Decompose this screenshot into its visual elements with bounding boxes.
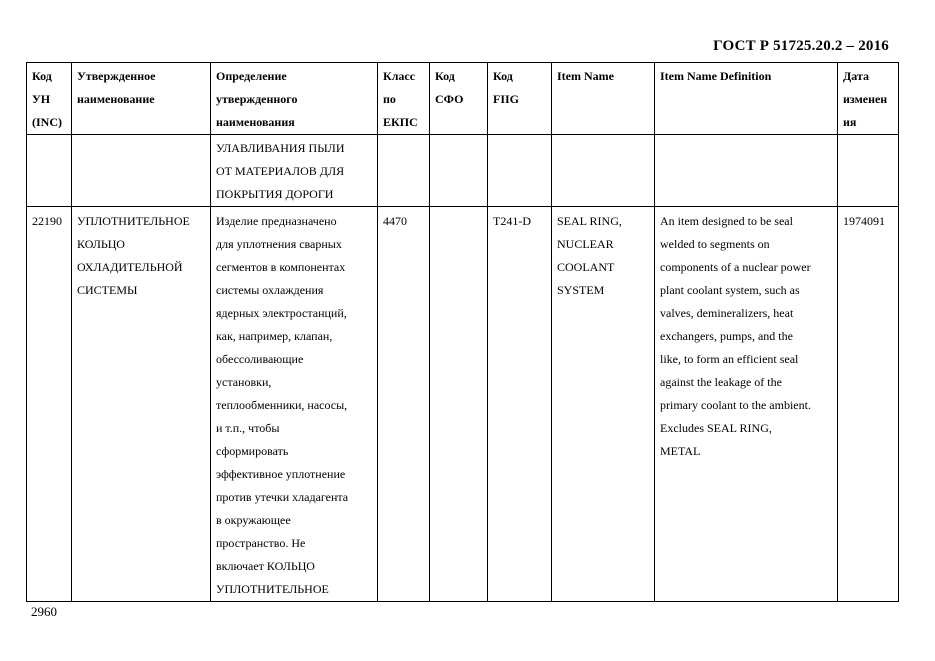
header-sfo-text: Код СФО bbox=[435, 69, 464, 106]
header-sfo bbox=[430, 63, 488, 135]
header-class bbox=[378, 63, 430, 135]
cell-inc bbox=[27, 207, 72, 602]
header-fiig-text: Код FIIG bbox=[493, 69, 520, 106]
cell-class-text: 4470 bbox=[383, 214, 407, 228]
cell-item-name-definition bbox=[655, 135, 838, 207]
header-approved-name-text: Утвержденное наименование bbox=[77, 69, 156, 106]
cell-approved-name bbox=[72, 207, 211, 602]
header-item-name bbox=[552, 63, 655, 135]
cell-date-text: 1974091 bbox=[843, 214, 885, 228]
cell-item-name bbox=[552, 207, 655, 602]
table-header-row bbox=[27, 63, 899, 135]
cell-class bbox=[378, 135, 430, 207]
cell-definition bbox=[211, 135, 378, 207]
cell-fiig-text: T241-D bbox=[493, 214, 531, 228]
header-fiig bbox=[488, 63, 552, 135]
cell-date bbox=[838, 207, 899, 602]
specification-table bbox=[26, 62, 899, 602]
cell-fiig bbox=[488, 207, 552, 602]
cell-definition-text: УЛАВЛИВАНИЯ ПЫЛИ ОТ МАТЕРИАЛОВ ДЛЯ ПОКРЫТИЯ ДОРОГИ bbox=[216, 141, 345, 201]
cell-date bbox=[838, 135, 899, 207]
document-header: ГОСТ Р 51725.20.2 – 2016 bbox=[713, 38, 889, 54]
cell-class bbox=[378, 207, 430, 602]
header-item-name-definition-text: Item Name Definition bbox=[660, 69, 772, 83]
table-row bbox=[27, 135, 899, 207]
cell-item-name-definition bbox=[655, 207, 838, 602]
page-number: 2960 bbox=[31, 604, 57, 619]
cell-fiig bbox=[488, 135, 552, 207]
header-definition bbox=[211, 63, 378, 135]
cell-sfo bbox=[430, 207, 488, 602]
header-class-text: Класс по ЕКПС bbox=[383, 69, 418, 129]
header-definition-text: Определение утвержденного наименования bbox=[216, 69, 298, 129]
header-date bbox=[838, 63, 899, 135]
table-row bbox=[27, 207, 899, 602]
cell-approved-name-text: УПЛОТНИТЕЛЬНОЕ КОЛЬЦО ОХЛАДИТЕЛЬНОЙ СИСТЕМЫ bbox=[77, 214, 190, 297]
cell-sfo bbox=[430, 135, 488, 207]
cell-item-name bbox=[552, 135, 655, 207]
header-item-name-text: Item Name bbox=[557, 69, 614, 83]
header-inc bbox=[27, 63, 72, 135]
cell-item-name-definition-text: An item designed to be seal welded to segments on components of a nuclear power plant coolant system, such as valves, demineralizers, heat exchangers, pumps, and the like, to form an efficient seal against the leakage of the primary coolant to the ambient. Excludes SEAL RING, METAL bbox=[660, 214, 811, 458]
header-inc-text: Код УН (INC) bbox=[32, 69, 62, 129]
header-date-text: Дата изменен ия bbox=[843, 69, 888, 129]
cell-inc-text: 22190 bbox=[32, 214, 62, 228]
cell-definition-text: Изделие предназначено для уплотнения сварных сегментов в компонентах системы охлаждения ядерных электростанций, как, например, клапан, обессоливающие установки, теплообменники, насосы, и т.п., чтобы сформировать эффективное уплотнение против утечки хладагента в окружающее пространство. Не включает КОЛЬЦО УПЛОТНИТЕЛЬНОЕ bbox=[216, 214, 349, 596]
header-approved-name bbox=[72, 63, 211, 135]
cell-definition bbox=[211, 207, 378, 602]
header-item-name-definition bbox=[655, 63, 838, 135]
cell-item-name-text: SEAL RING, NUCLEAR COOLANT SYSTEM bbox=[557, 214, 622, 297]
cell-approved-name bbox=[72, 135, 211, 207]
cell-inc bbox=[27, 135, 72, 207]
